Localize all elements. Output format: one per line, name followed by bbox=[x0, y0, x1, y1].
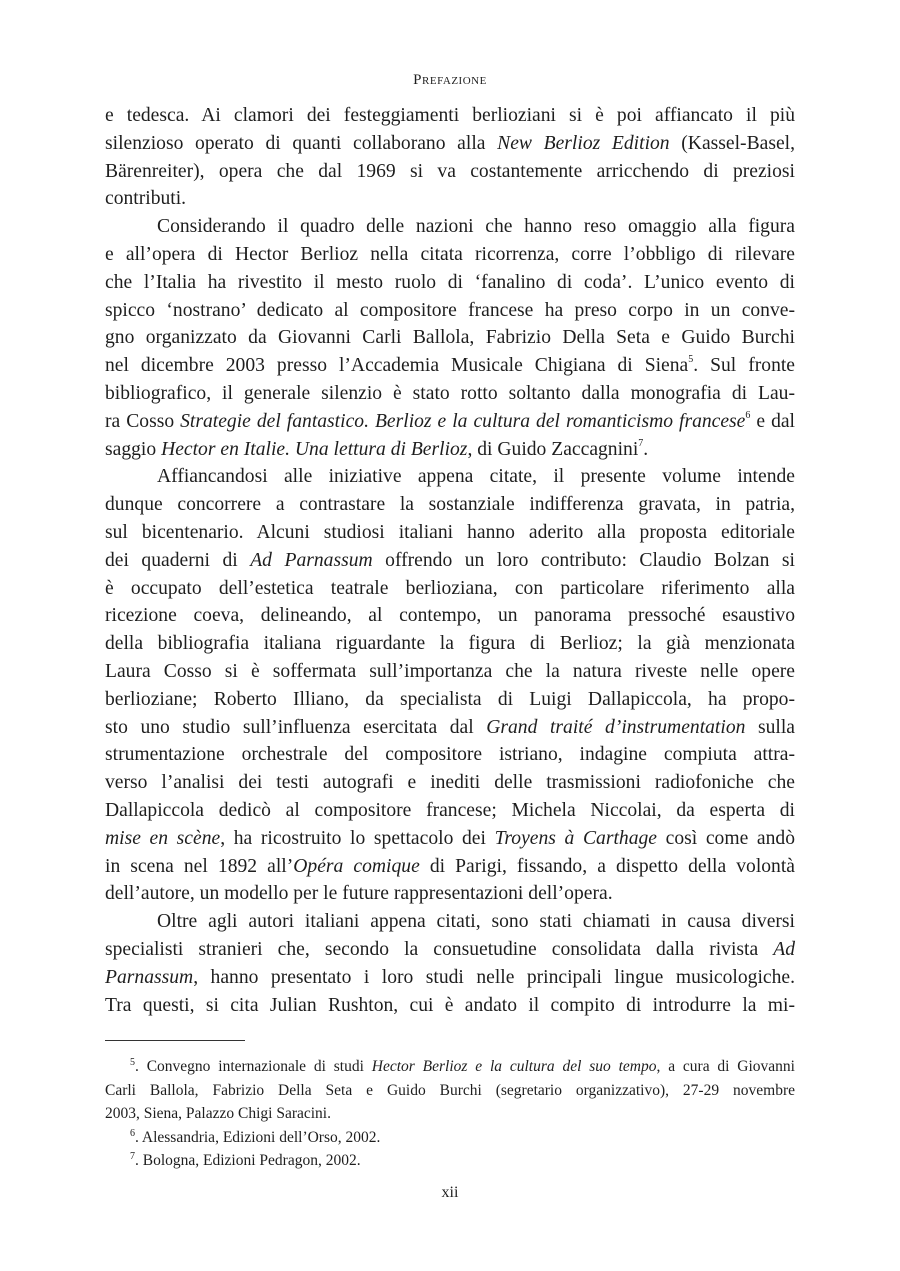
text-segment: ricezione coeva, delineando, al contempo, un panorama pressoché esaustivo bbox=[105, 605, 795, 627]
text-segment: e all’opera di Hector Berlioz nella citata ricorrenza, corre l’obbligo di rilevare bbox=[105, 243, 795, 265]
text-line bbox=[105, 102, 795, 130]
text-segment: . Convegno internazionale di studi bbox=[135, 1058, 372, 1075]
footnote-line bbox=[105, 1079, 795, 1103]
text-line bbox=[105, 769, 795, 797]
footnote-line bbox=[105, 1149, 795, 1173]
text-segment: , ha ricostruito lo spettacolo dei bbox=[220, 827, 495, 849]
text-segment: , di Guido Zaccagnini bbox=[467, 438, 639, 460]
text-segment: . bbox=[643, 438, 649, 460]
footnote-ref: 6 bbox=[745, 409, 751, 421]
text-segment: dell’autore, un modello per le future rappresentazioni dell’opera. bbox=[105, 883, 613, 905]
text-segment: spicco ‘nostrano’ dedicato al compositore francese ha preso corpo in un conve- bbox=[105, 299, 795, 321]
text-line bbox=[105, 352, 795, 380]
text-line bbox=[105, 185, 795, 213]
text-line bbox=[105, 463, 795, 491]
text-segment: della bibliografia italiana riguardante la figura di Berlioz; la già menzionata bbox=[105, 633, 795, 655]
footnote-ref: 7 bbox=[130, 1151, 135, 1163]
text-segment: dei quaderni di bbox=[105, 549, 251, 571]
text-segment: Tra questi, si cita Julian Rushton, cui è andato il compito di introdurre la mi- bbox=[105, 994, 795, 1016]
text-segment: è occupato dell’estetica teatrale berlioziana, con particolare riferimento alla bbox=[105, 577, 795, 599]
footnote-line bbox=[105, 1055, 795, 1079]
footnotes bbox=[105, 1055, 795, 1173]
italic-text: New Berlioz Edition bbox=[497, 132, 670, 154]
text-segment: Dallapiccola dedicò al compositore francese; Michela Niccolai, da esperta di bbox=[105, 799, 795, 821]
text-line bbox=[105, 908, 795, 936]
text-segment: e dal bbox=[750, 410, 796, 432]
text-segment: Laura Cosso si è soffermata sull’importanza che la natura riveste nelle opere bbox=[105, 660, 795, 682]
text-segment: bibliografico, il generale silenzio è stato rotto soltanto dalla monografia di Lau- bbox=[105, 382, 795, 404]
text-line bbox=[105, 158, 795, 186]
text-segment: nel dicembre 2003 presso l’Accademia Musicale Chigiana di Siena bbox=[105, 355, 689, 377]
text-line bbox=[105, 936, 795, 964]
text-segment: Considerando il quadro delle nazioni che hanno reso omaggio alla figura bbox=[157, 216, 795, 238]
text-segment: . Bologna, Edizioni Pedragon, 2002. bbox=[135, 1152, 361, 1170]
text-segment: specialisti stranieri che, secondo la consuetudine consolidata dalla rivista bbox=[105, 938, 774, 960]
text-segment: così come andò bbox=[657, 827, 795, 849]
text-line bbox=[105, 658, 795, 686]
text-segment: ra Cosso bbox=[105, 410, 181, 432]
text-line bbox=[105, 324, 795, 352]
text-segment: Oltre agli autori italiani appena citati, sono stati chiamati in causa diversi bbox=[157, 911, 795, 933]
text-segment: , hanno presentato i loro studi nelle principali lingue musicologiche. bbox=[193, 966, 795, 988]
footnote-ref: 7 bbox=[638, 437, 644, 449]
text-line bbox=[105, 964, 795, 992]
running-header: Prefazione bbox=[413, 72, 487, 88]
italic-text: Parnassum bbox=[105, 966, 194, 988]
text-line bbox=[105, 714, 795, 742]
text-line bbox=[105, 686, 795, 714]
footnote-line bbox=[105, 1126, 795, 1150]
text-segment: Carli Ballola, Fabrizio Della Seta e Guido Burchi (segretario organizzativo), 27-29 novembre bbox=[105, 1081, 795, 1099]
text-segment: in scena nel 1892 all’ bbox=[105, 855, 294, 877]
text-line bbox=[105, 380, 795, 408]
text-segment: sul bicentenario. Alcuni studiosi italiani hanno aderito alla proposta editoriale bbox=[105, 521, 795, 543]
footnote-ref: 6 bbox=[130, 1127, 135, 1139]
text-line bbox=[105, 853, 795, 881]
text-line bbox=[105, 213, 795, 241]
text-line bbox=[105, 241, 795, 269]
text-line bbox=[105, 130, 795, 158]
text-segment: dunque concorrere a contrastare la sostanziale indifferenza gravata, in patria, bbox=[105, 494, 795, 516]
text-segment: di Parigi, fissando, a dispetto della volontà bbox=[419, 855, 795, 877]
text-segment: verso l’analisi dei testi autografi e inediti delle trasmissioni radiofoniche che bbox=[105, 772, 795, 794]
footnote-ref: 5 bbox=[688, 354, 694, 366]
page-number: xii bbox=[441, 1184, 459, 1201]
text-line bbox=[105, 491, 795, 519]
text-segment: contributi. bbox=[105, 188, 187, 210]
italic-text: mise en scène bbox=[105, 827, 221, 849]
text-line bbox=[105, 519, 795, 547]
text-segment: e tedesca. Ai clamori dei festeggiamenti berlioziani si è poi affiancato il più bbox=[105, 105, 795, 126]
text-line bbox=[105, 436, 795, 464]
text-line bbox=[105, 547, 795, 575]
footnote-ref: 5 bbox=[130, 1057, 135, 1068]
text-segment: 2003, Siena, Palazzo Chigi Saracini. bbox=[105, 1105, 331, 1123]
text-segment: Affiancandosi alle iniziative appena citate, il presente volume intende bbox=[157, 466, 795, 488]
footnote-line bbox=[105, 1102, 795, 1126]
text-line bbox=[105, 992, 795, 1020]
italic-text: Strategie del fantastico. Berlioz e la cultura del romanticismo francese bbox=[180, 410, 746, 432]
text-segment: gno organizzato da Giovanni Carli Ballola, Fabrizio Della Seta e Guido Burchi bbox=[105, 327, 795, 349]
italic-text: Hector Berlioz e la cultura del suo tempo bbox=[371, 1058, 657, 1075]
text-line bbox=[105, 880, 795, 908]
body-text bbox=[105, 102, 795, 1019]
text-segment: silenzioso operato di quanti collaborano alla bbox=[105, 132, 498, 154]
italic-text: Opéra comique bbox=[293, 855, 420, 877]
text-line bbox=[105, 602, 795, 630]
text-segment: , a cura di Giovanni bbox=[656, 1058, 795, 1075]
text-line bbox=[105, 630, 795, 658]
text-segment: . Alessandria, Edizioni dell’Orso, 2002. bbox=[135, 1128, 381, 1146]
text-segment: sulla bbox=[745, 716, 796, 738]
italic-text: Hector en Italie. Una lettura di Berlioz bbox=[161, 438, 468, 460]
text-segment: . Sul fronte bbox=[693, 355, 796, 377]
text-line bbox=[105, 741, 795, 769]
text-segment: saggio bbox=[105, 438, 162, 460]
text-segment: (Kassel-Basel, bbox=[669, 132, 795, 154]
text-segment: Bärenreiter), opera che dal 1969 si va costantemente arricchendo di preziosi bbox=[105, 160, 795, 182]
footnote-separator bbox=[105, 1040, 245, 1041]
text-line bbox=[105, 575, 795, 603]
italic-text: Troyens à Carthage bbox=[494, 827, 657, 849]
text-segment: che l’Italia ha rivestito il mesto ruolo di ‘fanalino di coda’. L’unico evento di bbox=[105, 271, 795, 293]
text-segment: sto uno studio sull’influenza esercitata dal bbox=[105, 716, 487, 738]
italic-text: Grand traité d’instrumentation bbox=[486, 716, 746, 738]
text-line bbox=[105, 825, 795, 853]
text-segment: strumentazione orchestrale del compositore istriano, indagine compiuta attra- bbox=[105, 744, 795, 766]
text-segment: berlioziane; Roberto Illiano, da specialista di Luigi Dallapiccola, ha propo- bbox=[105, 688, 795, 710]
text-line bbox=[105, 408, 795, 436]
italic-text: Ad bbox=[773, 938, 795, 960]
text-line bbox=[105, 269, 795, 297]
text-segment: offrendo un loro contributo: Claudio Bolzan si bbox=[372, 549, 795, 571]
italic-text: Ad Parnassum bbox=[250, 549, 373, 571]
text-line bbox=[105, 797, 795, 825]
text-line bbox=[105, 297, 795, 325]
